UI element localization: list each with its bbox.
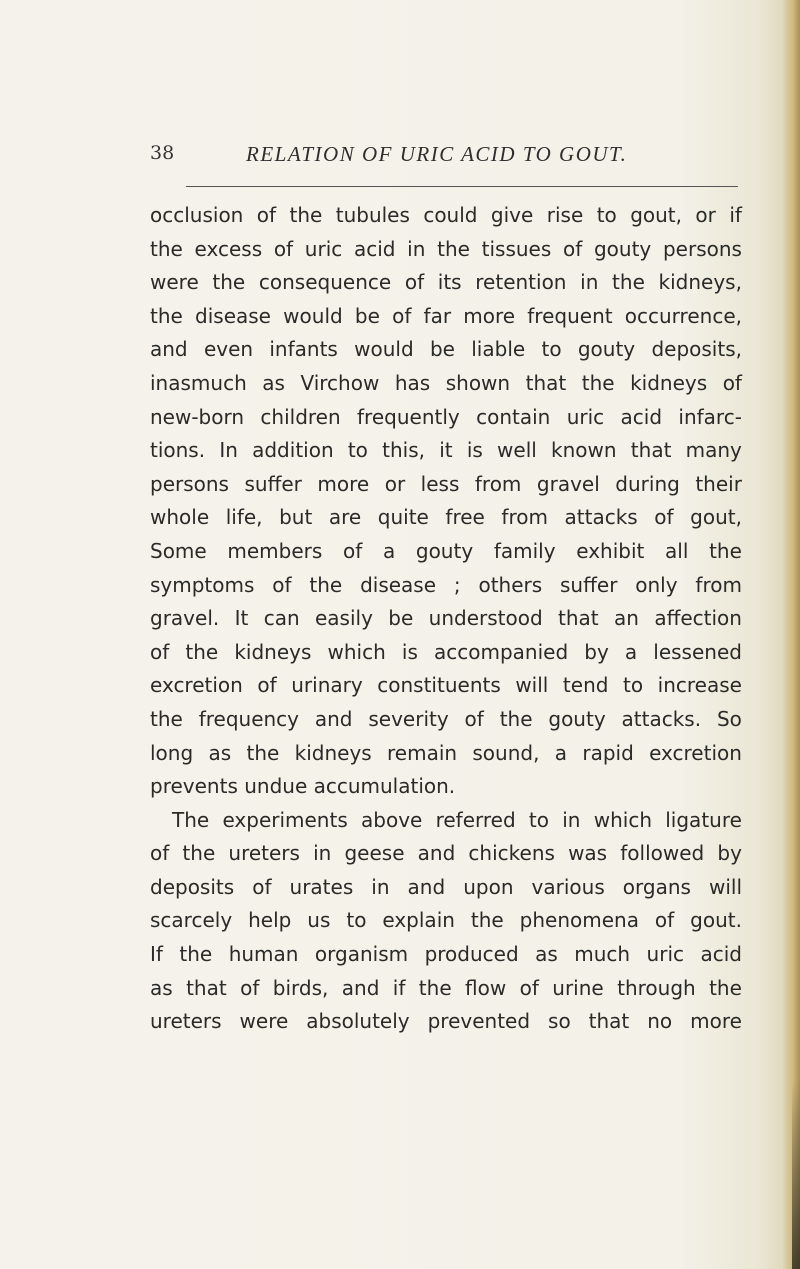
word: accompanied xyxy=(433,639,569,664)
word: persons xyxy=(150,471,229,496)
word: to xyxy=(347,438,368,463)
word: and xyxy=(407,874,446,899)
text-line: prevents undue accumulation. xyxy=(150,774,456,799)
word: kidneys, xyxy=(658,270,742,295)
word: the xyxy=(709,975,742,1000)
word: in xyxy=(407,236,426,261)
word: chickens xyxy=(468,841,555,866)
word: severity xyxy=(368,706,449,731)
word: the xyxy=(437,236,470,261)
word: of xyxy=(256,203,277,227)
word: the xyxy=(309,572,343,597)
word: excess xyxy=(194,236,263,261)
word: attacks xyxy=(564,505,638,530)
text-line xyxy=(150,501,742,535)
word: of xyxy=(404,270,425,295)
word: more xyxy=(317,471,370,496)
word: In xyxy=(219,438,238,463)
word: infants xyxy=(269,337,338,362)
word: human xyxy=(228,942,299,967)
word: a xyxy=(554,740,568,765)
text-line xyxy=(150,1005,742,1039)
word: give xyxy=(490,203,534,227)
word: of xyxy=(273,236,294,261)
word: which xyxy=(593,807,652,832)
word: to xyxy=(528,807,549,832)
word: excretion xyxy=(150,673,243,698)
word: us xyxy=(307,908,331,933)
word: of xyxy=(252,874,272,899)
word: infarc- xyxy=(678,404,742,429)
word: an xyxy=(614,606,639,631)
word: scarcely xyxy=(150,908,233,933)
word: uric xyxy=(304,236,343,261)
word: affection xyxy=(654,606,742,631)
word: be xyxy=(354,303,380,328)
word: even xyxy=(203,337,254,362)
text-line xyxy=(150,569,742,603)
word: geese xyxy=(344,841,405,866)
word: the xyxy=(179,942,213,967)
word: symptoms xyxy=(150,572,255,597)
word: the xyxy=(289,203,323,227)
word: which xyxy=(327,639,386,664)
word: It xyxy=(234,606,249,631)
text-line xyxy=(150,434,742,468)
word: more xyxy=(690,1009,742,1034)
word: produced xyxy=(424,942,519,967)
word: gouty xyxy=(548,706,606,731)
word: were xyxy=(150,270,199,295)
text-line xyxy=(150,737,742,771)
word: new-born xyxy=(150,404,245,429)
word: liable xyxy=(471,337,526,362)
word: explain xyxy=(382,908,455,933)
word: were xyxy=(239,1009,289,1034)
word: the xyxy=(418,975,452,1000)
word: acid xyxy=(620,404,663,429)
word: absolutely xyxy=(306,1009,410,1034)
word: organism xyxy=(314,942,409,967)
word: deposits, xyxy=(651,337,742,362)
word: birds, xyxy=(272,975,329,1000)
word: to xyxy=(541,337,562,362)
word: of xyxy=(519,975,539,1000)
word: upon xyxy=(463,874,514,899)
text-line xyxy=(150,837,742,871)
word: sound, xyxy=(472,740,540,765)
word: its xyxy=(437,270,462,295)
word: urates xyxy=(289,874,354,899)
page-header xyxy=(150,142,740,178)
word: above xyxy=(361,807,423,832)
text-line xyxy=(150,636,742,670)
word: of xyxy=(562,236,583,261)
word: the xyxy=(150,706,183,731)
word: the xyxy=(581,370,615,395)
word: gout, xyxy=(630,203,682,227)
word: all xyxy=(665,538,689,563)
text-line xyxy=(150,468,742,502)
word: occurrence, xyxy=(624,303,742,328)
word: ; xyxy=(453,572,461,597)
text-line xyxy=(150,233,742,267)
page-edge-shadow xyxy=(782,0,800,1269)
word: whole xyxy=(150,505,210,530)
word: suffer xyxy=(560,572,618,597)
word: tend xyxy=(562,673,609,698)
word: organs xyxy=(622,874,691,899)
text-line xyxy=(150,703,742,737)
word: uric xyxy=(646,942,684,967)
word: Virchow xyxy=(300,370,380,395)
word: as xyxy=(262,370,285,395)
word: will xyxy=(708,874,742,899)
word: many xyxy=(685,438,742,463)
word: the xyxy=(212,270,246,295)
text-line xyxy=(150,401,742,435)
word: in xyxy=(313,841,332,866)
word: phenomena xyxy=(519,908,639,933)
word: through xyxy=(617,975,696,1000)
text-line xyxy=(150,602,742,636)
word: the xyxy=(612,270,645,295)
word: in xyxy=(371,874,390,899)
word: understood xyxy=(428,606,543,631)
word: So xyxy=(716,706,742,731)
word: no xyxy=(647,1009,673,1034)
word: lessened xyxy=(653,639,742,664)
word: the xyxy=(182,841,216,866)
word: life, xyxy=(225,505,263,530)
word: easily xyxy=(315,606,373,631)
word: help xyxy=(248,908,292,933)
word: and xyxy=(314,706,353,731)
word: a xyxy=(382,538,396,563)
header-rule xyxy=(186,186,738,187)
word: members xyxy=(227,538,323,563)
word: their xyxy=(695,471,742,496)
word: the xyxy=(150,236,183,261)
page-number: 38 xyxy=(150,142,175,164)
word: would xyxy=(354,337,414,362)
word: if xyxy=(729,203,742,227)
text-line xyxy=(150,871,742,905)
word: gouty xyxy=(577,337,636,362)
word: during xyxy=(615,471,680,496)
text-line xyxy=(150,804,742,838)
word: gravel xyxy=(536,471,600,496)
word: gouty xyxy=(415,538,474,563)
word: gouty xyxy=(593,236,652,261)
word: occlusion xyxy=(150,203,244,227)
body-text xyxy=(150,199,742,1039)
word: of xyxy=(240,975,260,1000)
word: ligature xyxy=(665,807,742,832)
word: disease xyxy=(195,303,271,328)
word: as xyxy=(150,975,173,1000)
word: of xyxy=(722,370,742,395)
word: be xyxy=(429,337,455,362)
word: the xyxy=(709,538,742,563)
text-line xyxy=(150,300,742,334)
word: If xyxy=(150,942,163,967)
word: gout, xyxy=(690,505,742,530)
word: more xyxy=(463,303,516,328)
word: The xyxy=(172,807,210,832)
word: of xyxy=(342,538,363,563)
word: contain xyxy=(476,404,551,429)
word: is xyxy=(466,438,483,463)
word: prevented xyxy=(427,1009,531,1034)
word: frequently xyxy=(357,404,460,429)
word: to xyxy=(346,908,367,933)
word: urine xyxy=(552,975,604,1000)
word: tubules xyxy=(335,203,410,227)
word: that xyxy=(525,370,567,395)
word: increase xyxy=(657,673,742,698)
word: acid xyxy=(700,942,742,967)
word: tions. xyxy=(150,438,206,463)
word: acid xyxy=(353,236,396,261)
text-line xyxy=(150,333,742,367)
word: attacks. xyxy=(621,706,702,731)
word: excretion xyxy=(649,740,742,765)
word: the xyxy=(470,908,504,933)
word: but xyxy=(279,505,313,530)
word: Some xyxy=(150,538,207,563)
word: as xyxy=(208,740,232,765)
word: frequency xyxy=(198,706,299,731)
text-line xyxy=(150,199,742,233)
word: from xyxy=(695,572,742,597)
word: and xyxy=(150,337,188,362)
word: suffer xyxy=(244,471,302,496)
text-line xyxy=(150,972,742,1006)
word: is xyxy=(401,639,418,664)
word: others xyxy=(478,572,543,597)
running-head: RELATION OF URIC ACID TO GOUT. xyxy=(246,142,628,166)
word: consequence xyxy=(258,270,392,295)
word: rapid xyxy=(582,740,634,765)
word: free xyxy=(445,505,485,530)
word: of xyxy=(150,639,170,664)
word: only xyxy=(635,572,678,597)
word: the xyxy=(246,740,280,765)
word: that xyxy=(558,606,599,631)
word: it xyxy=(439,438,453,463)
word: or xyxy=(384,471,406,496)
word: experiments xyxy=(222,807,348,832)
text-line xyxy=(150,367,742,401)
text-line xyxy=(150,266,742,300)
word: this, xyxy=(382,438,425,463)
word: of xyxy=(392,303,412,328)
word: addition xyxy=(252,438,334,463)
word: family xyxy=(493,538,556,563)
word: the xyxy=(150,303,183,328)
word: quite xyxy=(377,505,429,530)
word: persons xyxy=(662,236,742,261)
word: of xyxy=(464,706,484,731)
word: long xyxy=(150,740,194,765)
word: of xyxy=(150,841,170,866)
word: disease xyxy=(360,572,437,597)
word: would xyxy=(283,303,343,328)
word: deposits xyxy=(150,874,235,899)
word: kidneys xyxy=(630,370,708,395)
word: ureters xyxy=(228,841,300,866)
word: flow xyxy=(465,975,507,1000)
word: known xyxy=(551,438,617,463)
word: constituents xyxy=(377,673,501,698)
word: if xyxy=(392,975,406,1000)
word: that xyxy=(588,1009,630,1034)
text-line xyxy=(150,669,742,703)
word: in xyxy=(562,807,581,832)
word: gout. xyxy=(690,908,742,933)
word: referred xyxy=(435,807,516,832)
word: ureters xyxy=(150,1009,222,1034)
word: much xyxy=(574,942,631,967)
word: gravel. xyxy=(150,606,220,631)
word: retention xyxy=(475,270,567,295)
word: a xyxy=(624,639,638,664)
word: various xyxy=(531,874,605,899)
word: remain xyxy=(387,740,458,765)
word: that xyxy=(630,438,672,463)
word: of xyxy=(257,673,277,698)
word: will xyxy=(515,673,549,698)
word: and xyxy=(417,841,456,866)
word: far xyxy=(423,303,452,328)
word: exhibit xyxy=(576,538,645,563)
word: that xyxy=(186,975,227,1000)
word: the xyxy=(185,639,219,664)
word: or xyxy=(695,203,716,227)
word: from xyxy=(501,505,548,530)
word: from xyxy=(474,471,522,496)
word: kidneys xyxy=(234,639,312,664)
word: so xyxy=(548,1009,571,1034)
word: uric xyxy=(566,404,605,429)
text-line xyxy=(150,535,742,569)
word: by xyxy=(717,841,742,866)
word: the xyxy=(499,706,533,731)
word: inasmuch xyxy=(150,370,247,395)
word: tissues xyxy=(481,236,552,261)
word: could xyxy=(423,203,478,227)
word: was xyxy=(568,841,608,866)
word: are xyxy=(328,505,362,530)
word: to xyxy=(623,673,644,698)
word: in xyxy=(580,270,599,295)
word: and xyxy=(341,975,380,1000)
word: of xyxy=(654,908,675,933)
word: as xyxy=(535,942,558,967)
word: rise xyxy=(546,203,584,227)
text-line xyxy=(150,938,742,972)
word: followed xyxy=(620,841,705,866)
word: well xyxy=(497,438,537,463)
word: can xyxy=(263,606,300,631)
page-corner-shadow xyxy=(792,1080,800,1269)
word: kidneys xyxy=(294,740,372,765)
word: less xyxy=(420,471,460,496)
word: to xyxy=(596,203,617,227)
word: urinary xyxy=(291,673,363,698)
text-line xyxy=(150,904,742,938)
word: be xyxy=(388,606,414,631)
word: by xyxy=(584,639,609,664)
word: children xyxy=(260,404,341,429)
word: of xyxy=(654,505,674,530)
word: has xyxy=(394,370,431,395)
word: of xyxy=(272,572,292,597)
word: frequent xyxy=(527,303,613,328)
word: shown xyxy=(445,370,511,395)
